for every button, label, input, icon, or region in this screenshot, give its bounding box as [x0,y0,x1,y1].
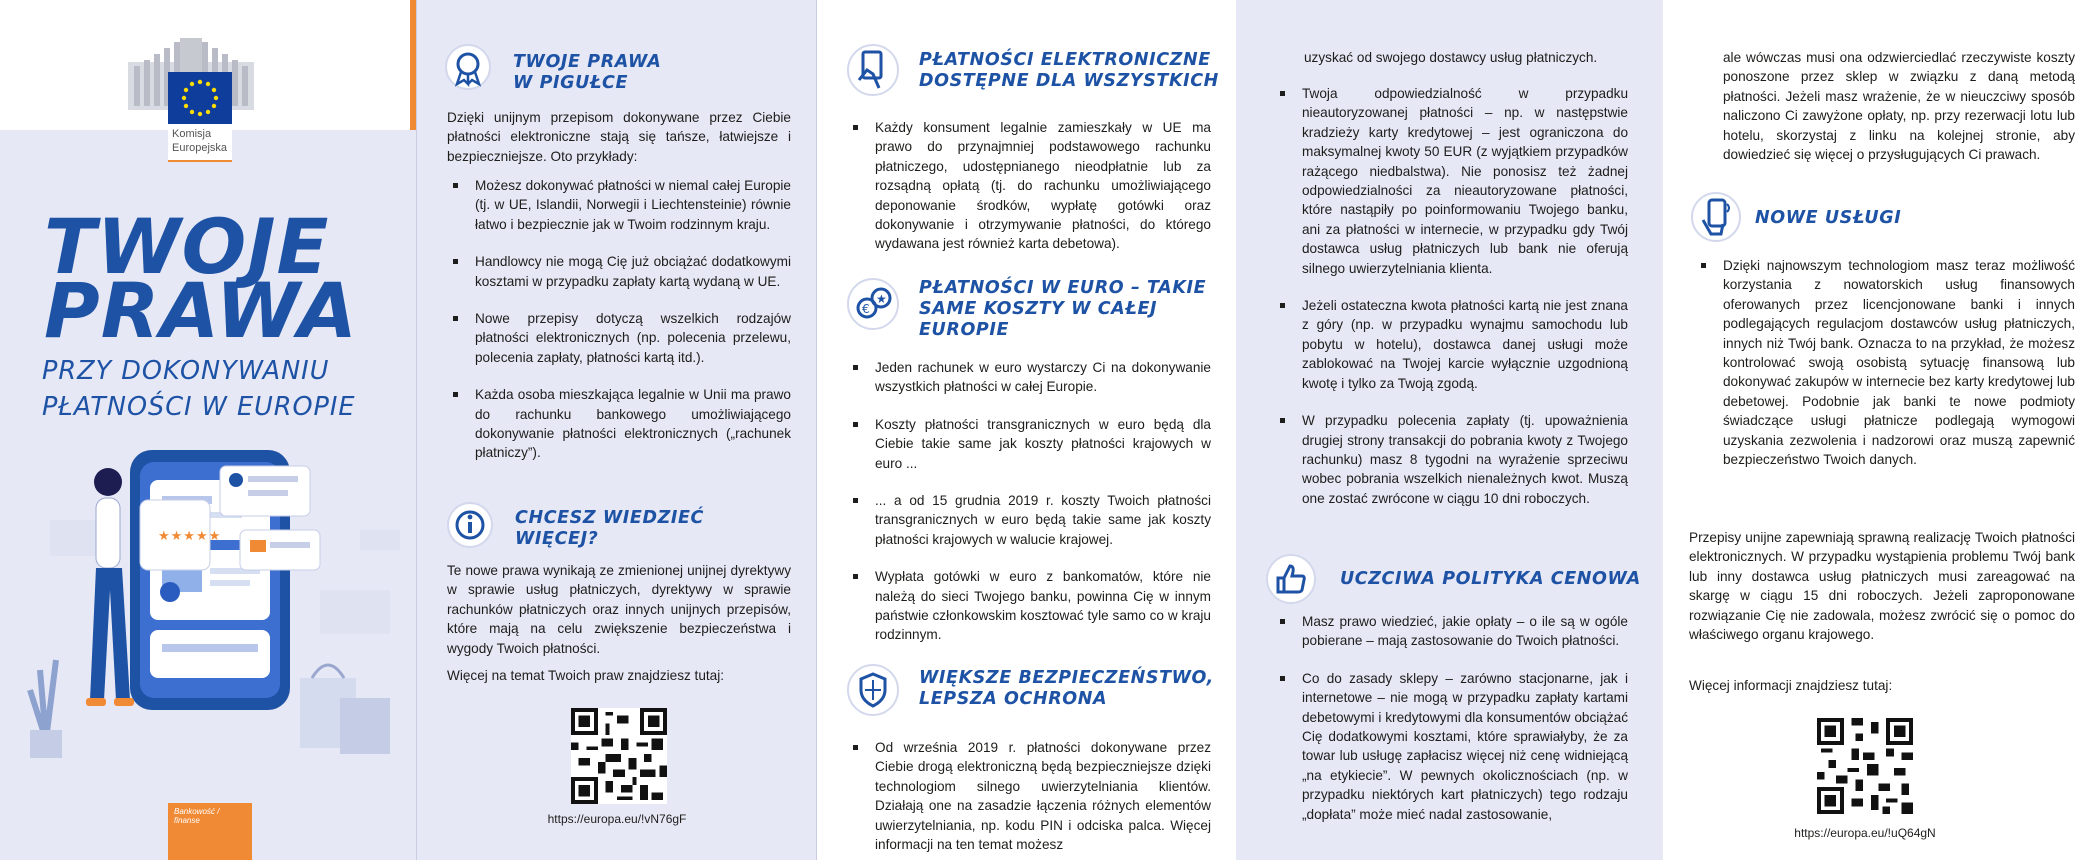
cover-title [44,202,358,355]
cover-title-line1: TWOJE [44,202,330,291]
info-icon [447,502,493,548]
category-box [168,803,252,860]
section-heading-rights [513,52,661,94]
more-info-link-label: Więcej na temat Twoich praw znajdziesz tutaj: [447,668,725,683]
list-item: ... a od 15 grudnia 2019 r. koszty Twoich płatności transgranicznych w euro będą takie same jak koszty płatności krajowych w walucie krajowej. [847,491,1211,549]
section-heading-new-services: NOWE USŁUGI [1755,208,1902,228]
electronic-payments-list [847,118,1211,254]
more-info-label: Więcej informacji znajdziesz tutaj: [1689,678,1893,693]
security-list [847,738,1211,854]
list-item: Możesz dokonywać płatności w niemal całej Europie (tj. w UE, Islandii, Norwegii i Liechtensteinie) równie łatwo i bezpiecznie jak w Twoim rodzinnym kraju. [447,176,791,234]
heading-line: PŁATNOŚCI W EURO – TAKIE [919,278,1207,298]
ec-logo [128,32,254,168]
svg-text:€: € [862,302,870,316]
section-heading-euro-payments [919,278,1206,341]
list-item: Handlowcy nie mogą Cię już obciążać dodatkowymi kosztami w przypadku zapłaty kartą wydaną w UE. [447,252,791,291]
svg-text:★: ★ [876,292,887,306]
section-heading-electronic-payments [919,50,1219,92]
list-item: Każda osoba mieszkająca legalnie w Unii ma prawo do rachunku bankowego umożliwiającego dokonywanie płatności elektronicznych („rachunek płatniczy”). [447,385,791,463]
cover-illustration [0,440,416,760]
list-item: W przypadku polecenia zapłaty (tj. upoważnienia drugiej strony transakcji do pobrania kwoty z Twojego rachunku) masz 8 tygodni na wyrażenie sprzeciwu wobec pobrania wszelkich nienależnych kwot. Muszą one zostać zwrócone w ciągu 10 dni roboczych. [1274,411,1628,508]
cover-title-line2: PRAWA [44,266,358,355]
heading-line: DOSTĘPNE DLA WSZYSTKICH [919,71,1219,91]
category-label-line1: Bankowość / [174,807,220,816]
section-heading-more-info [515,508,704,550]
more-info-url[interactable]: https://europa.eu/!vN76gF [547,812,687,826]
category-label-line2: finanse [174,816,200,825]
payments-panel [816,0,1236,860]
smartphone-touch-icon [1691,192,1741,242]
eu-flag [168,72,232,124]
fair-pricing-list [1274,612,1628,824]
heading-line: W PIGUŁCE [513,73,629,93]
list-item: Twoja odpowiedzialność w przypadku nieautoryzowanej płatności – np. w następstwie kradzieży karty kredytowej – jest ograniczona do maksymalnej kwoty 50 EUR (z wyjątkiem przypadków rażącego niedbalstwa). Nie ponosisz też żadnej odpowiedzialności za nieautoryzowane płatności, które nastąpiły po poinformowaniu Twojego banku, ani za płatności w internecie, w przypadku gdy Twój dostawca usług płatniczych lub bank nie oferują silnego uwierzytelniania klienta. [1274,84,1628,278]
heading-line: CHCESZ WIEDZIEĆ [515,508,704,528]
cover-subtitle [42,353,356,425]
person-with-phone-illustration [0,440,416,760]
heading-line: WIĘKSZE BEZPIECZEŃSTWO, [919,668,1214,688]
rights-bullet-list [447,176,791,463]
ec-logo-text-line1: Komisja [172,128,212,140]
list-item: Koszty płatności transgranicznych w euro będą dla Ciebie takie same jak koszty płatności krajowych w euro ... [847,415,1211,473]
heading-line: LEPSZA OCHRONA [919,689,1108,709]
section-heading-security [919,668,1214,710]
new-services-list [1695,256,2075,469]
cover-subtitle-line1: PRZY DOKONYWANIU [42,356,330,386]
list-item: Co do zasady sklepy – zarówno stacjonarne, jak i internetowe – nie mogą w przypadku zapłaty kartami debetowymi i kredytowymi dla konsumentów obciążać Cię dodatkowymi kosztami, które sprawiałyby, że za towar lub usługę zapłacisz więcej niż cenę widniejącą „na etykiecie”. W pewnych okolicznościach (np. w przypadku niektórych kart płatniczych) tego rodzaju „dopłata” może mieć nadal zastosowanie, [1274,669,1628,824]
cover-subtitle-line2: PŁATNOŚCI W EUROPIE [42,392,356,422]
more-info-text: Te nowe prawa wynikają ze zmienionej unijnej dyrektywy w sprawie usług płatniczych, dyrektywy w sprawie rachunków płatniczych oraz innych unijnych przepisów, które mają na celu zwiększenie bezpieczeństwa i wygody Twoich płatności. [447,563,791,656]
section-heading-fair-pricing: UCZCIWA POLITYKA CENOWA [1340,569,1641,589]
new-services-panel [1663,0,2094,860]
list-item: Jeden rachunek w euro wystarczy Ci na dokonywanie wszystkich płatności w całej Europie. [847,358,1211,397]
list-item: Jeżeli ostateczna kwota płatności kartą nie jest znana z góry (np. w przypadku wynajmu samochodu lub pobytu w hotelu), dostawca danej usługi może zablokować na Twojej karcie wyłącznie uzgodnioną kwotę i tylko za Twoją zgodą. [1274,296,1628,393]
rights-intro: Dzięki unijnym przepisom dokonywane przez Ciebie płatności elektroniczne stają się tańsze, łatwiejsze i bezpieczniejsze. Oto przykłady: [447,110,791,164]
heading-line: SAME KOSZTY W CAŁEJ [919,299,1158,319]
protection-list [1274,84,1628,508]
euro-exchange-icon [847,278,899,330]
shield-icon [847,664,899,716]
qr-code[interactable] [1817,718,1913,814]
rights-summary-panel [416,0,816,860]
heading-line: WIĘCEJ? [515,529,599,549]
euro-payments-list [847,358,1211,645]
qr-code[interactable] [571,708,667,804]
heading-line: EUROPIE [919,320,1010,340]
heading-line: PŁATNOŚCI ELEKTRONICZNE [919,50,1211,70]
more-info-url[interactable]: https://europa.eu/!uQ64gN [1794,826,1936,840]
ec-logo-text-line2: Europejska [172,142,228,154]
qr-code-icon [571,708,667,804]
qr-code-icon [1817,718,1913,814]
certificate-badge-icon [445,44,491,90]
list-item: Od września 2019 r. płatności dokonywane przez Ciebie drogą elektroniczną będą bezpieczniejsze dzięki technologiom silnego uwierzytelniania klientów. Działają one na zasadzie łączenia różnych elementów uwierzytelniania, np. kodu PIN i odciska palca. Więcej informacji na ten temat możesz [847,738,1211,854]
continuation-text: uzyskać od swojego dostawcy usług płatniczych. [1304,50,1598,65]
list-item: Każdy konsument legalnie zamieszkały w UE ma prawo do przynajmniej podstawowego rachunku płatniczego, udostępnianego nieodpłatnie lub za rozsądną opłatą (tj. do rachunku umożliwiającego deponowanie środków, wypłatę gotówki oraz dokonywanie i otrzymywanie płatności, do którego wydawana jest również karta debetowa). [847,118,1211,254]
list-item: Wypłata gotówki w euro z bankomatów, które nie należą do sieci Twojego banku, powinna Cię w innym państwie członkowskim kosztować tyle samo co w kraju rodzinnym. [847,567,1211,645]
protection-pricing-panel [1236,0,1663,860]
list-item: Dzięki najnowszym technologiom masz teraz możliwość korzystania z nowatorskich usług finansowych oferowanych przez licencjonowane banki i innych podlegających regulacjom dostawców usług płatniczych, innych niż Twój bank. Oznacza to na przykład, że możesz kontrolować swoją osobistą sytuację finansową lub dokonywać zakupów w internecie bez karty kredytowej lub debetowej. Podobnie jak banki te nowe podmioty świadczące usługi płatnicze podlegają wymogowi uzyskania zezwolenia i nadzorowi oraz muszą zapewnić bezpieczeństwo Twoich danych. [1695,256,2075,469]
cover-panel [0,0,416,860]
card-payment-icon [847,44,899,96]
list-item: Nowe przepisy dotyczą wszelkich rodzajów płatności elektronicznych (np. polecenia przelewu, polecenia zapłaty, płatności kartą itd.). [447,309,791,367]
thumbs-up-icon [1266,554,1316,604]
heading-line: TWOJE PRAWA [513,52,662,72]
list-item: Masz prawo wiedzieć, jakie opłaty – o ile są w ogóle pobierane – mają zastosowanie do Twoich płatności. [1274,612,1628,651]
closing-text: Przepisy unijne zapewniają sprawną realizację Twoich płatności elektronicznych. W przypadku wystąpienia problemu Twój bank lub inny dostawca usług płatniczych musi zareagować na skargę w ciągu 15 dni roboczych. Jeżeli zaproponowane rozwiązanie Cię nie zadowala, możesz zwrócić się o pomoc do właściwego organu krajowego. [1689,530,2075,643]
rating-stars: ★★★★★ [158,528,222,543]
continuation-text: ale wówczas musi ona odzwierciedlać rzeczywiste koszty ponoszone przez sklep w związku z daną metodą płatności. Jeżeli masz wrażenie, że w nieuczciwy sposób naliczono Ci zawyżone opłaty, np. przy rezerwacji lotu lub hotelu, skorzystaj z linku na kolejnej stronie, aby dowiedzieć się więcej o przysługujących Ci prawach. [1723,50,2075,163]
